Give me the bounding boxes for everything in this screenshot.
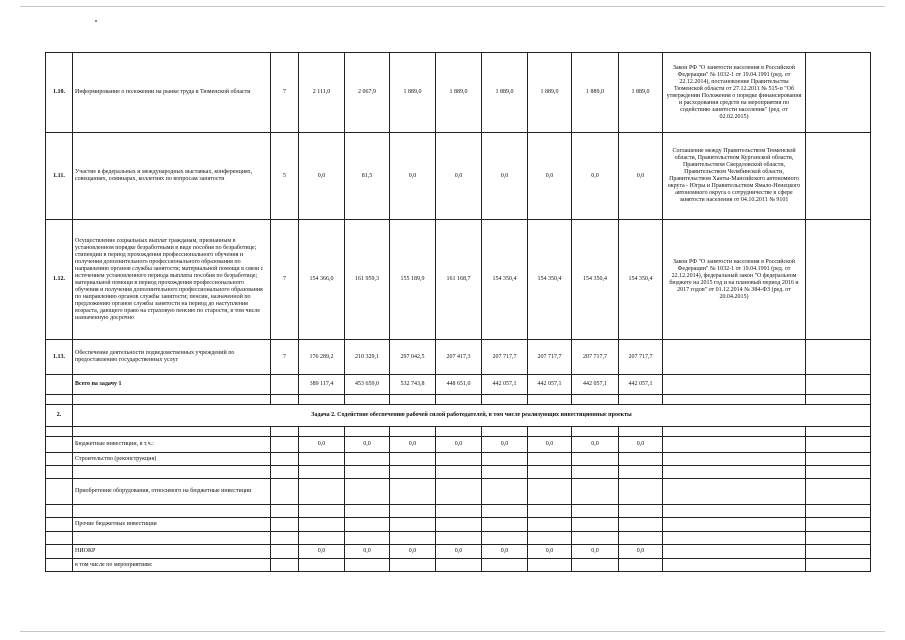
- table-row: [46, 340, 871, 375]
- value-cell: 161 168,7: [436, 220, 482, 340]
- legal-basis: Соглашение между Правительством Тюменской области, Правительством Курганской области, Правительством Свердловской области, Правительством Челябинской области, Правительством Ханты-Мансийского автономного округа - Югры и Правительством Ямало-Ненецкого автономного округа о сотрудничестве в сфере занятости населения от 04.10.2011 № 9101: [663, 133, 806, 220]
- row-number: 1.13.: [46, 340, 73, 375]
- activity-name: Осуществление социальных выплат гражданам, признанным в установленном порядке безработными в виде пособия по безработице; стипендии в период прохождения профессионального обучения и получения дополнительного профессионального образования по направлению органов службы занятости; материальной помощи в связи с истечением установленного периода выплаты пособия по безработице; материальной помощи в период прохождения профессионального обучения и получения дополнительного профессионального образования по направлению органов службы занятости; пенсии, назначенной по предложению органов службы занятости на период до наступления возраста, дающего право на страховую пенсию по старости, в том числе назначенную досрочно: [73, 220, 271, 340]
- table-row: [46, 559, 871, 572]
- value-cell: 297 042,5: [390, 340, 436, 375]
- total-value: 442 057,1: [482, 375, 528, 395]
- value-cell: 0,0: [390, 133, 436, 220]
- value-cell: 0,0: [299, 545, 345, 559]
- empty-cell: [271, 375, 299, 395]
- table-row: [46, 133, 871, 220]
- activity-name: Информирование о положении на рынке труда в Тюменской области: [73, 53, 271, 133]
- activity-name: Участие в федеральных и международных выставках, конференциях, совещаниях, семинарах, коллегиях по вопросам занятости: [73, 133, 271, 220]
- table-row: [46, 545, 871, 559]
- value-cell: 154 350,4: [572, 220, 619, 340]
- total-value: 389 117,4: [299, 375, 345, 395]
- legal-basis: Закон РФ "О занятости населения в Российской Федерации" № 1032-1 от 19.04.1991 (ред. от 22.12.2014), федеральный закон "О федеральном бюджете на 2015 год и на плановый период 2016 и 2017 годов" от 01.12.2014 № 384-ФЗ (ред. от 20.04.2015): [663, 220, 806, 340]
- value-cell: 161 959,3: [345, 220, 390, 340]
- value-cell: 81,5: [345, 133, 390, 220]
- table-row: [46, 453, 871, 466]
- code-cell: 7: [271, 220, 299, 340]
- value-cell: 0,0: [436, 545, 482, 559]
- total-label: Всего на задачу 1: [73, 375, 271, 395]
- table-row: [46, 53, 871, 133]
- value-cell: 207 717,7: [572, 340, 619, 375]
- bottom-rule: [20, 631, 885, 632]
- empty-cell: [806, 133, 871, 220]
- equipment-label: Приобретение оборудования, относимого на бюджетные инвестиции: [73, 479, 271, 505]
- value-cell: 207 717,7: [619, 340, 663, 375]
- value-cell: 0,0: [390, 437, 436, 453]
- value-cell: 0,0: [528, 437, 572, 453]
- value-cell: 1 889,0: [482, 53, 528, 133]
- including-label: в том числе по мероприятиям:: [73, 559, 271, 572]
- total-value: 448 651,0: [436, 375, 482, 395]
- construction-label: Строительство (реконструкция): [73, 453, 271, 466]
- value-cell: 2 067,9: [345, 53, 390, 133]
- table-row: [46, 220, 871, 340]
- value-cell: 0,0: [482, 545, 528, 559]
- empty-cell: [663, 340, 806, 375]
- value-cell: 207 717,7: [482, 340, 528, 375]
- code-cell: 7: [271, 340, 299, 375]
- value-cell: 0,0: [619, 133, 663, 220]
- task-number: 2.: [46, 405, 73, 427]
- value-cell: 154 366,0: [299, 220, 345, 340]
- total-value: 442 057,1: [528, 375, 572, 395]
- value-cell: 1 889,0: [390, 53, 436, 133]
- value-cell: 0,0: [482, 133, 528, 220]
- scan-mark: [95, 20, 97, 22]
- spacer-row: [46, 427, 871, 437]
- value-cell: 0,0: [619, 545, 663, 559]
- total-value: 442 057,1: [619, 375, 663, 395]
- empty-cell: [806, 375, 871, 395]
- budget-investments-label: Бюджетные инвестиции, в т.ч.:: [73, 437, 271, 453]
- value-cell: 0,0: [619, 437, 663, 453]
- value-cell: 0,0: [528, 133, 572, 220]
- value-cell: 155 189,9: [390, 220, 436, 340]
- empty-cell: [806, 53, 871, 133]
- value-cell: 1 889,0: [572, 53, 619, 133]
- table-row: [46, 479, 871, 505]
- value-cell: 0,0: [482, 437, 528, 453]
- spacer-row: [46, 532, 871, 545]
- value-cell: 0,0: [436, 133, 482, 220]
- empty-cell: [663, 375, 806, 395]
- total-value: 453 659,0: [345, 375, 390, 395]
- spacer-row: [46, 395, 871, 405]
- row-number: 1.11.: [46, 133, 73, 220]
- empty-cell: [806, 220, 871, 340]
- legal-basis: Закон РФ "О занятости населения в Российской Федерации" № 1032-1 от 19.04.1991 (ред. от 22.12.2014), постановление Правительства Тюменской области от 27.12.2011 № 515-п "Об утверждении Положения о порядке финансирования и расходования средств на мероприятия по содействию занятости населения" (ред. от 02.02.2015): [663, 53, 806, 133]
- value-cell: 0,0: [345, 545, 390, 559]
- value-cell: 0,0: [390, 545, 436, 559]
- value-cell: 0,0: [299, 133, 345, 220]
- value-cell: 207 717,7: [528, 340, 572, 375]
- code-cell: 5: [271, 133, 299, 220]
- spacer-row: [46, 505, 871, 518]
- value-cell: 0,0: [528, 545, 572, 559]
- table-row: [46, 437, 871, 453]
- value-cell: 0,0: [436, 437, 482, 453]
- value-cell: 210 329,1: [345, 340, 390, 375]
- value-cell: 0,0: [572, 437, 619, 453]
- value-cell: 154 350,4: [482, 220, 528, 340]
- value-cell: 0,0: [345, 437, 390, 453]
- empty-cell: [806, 340, 871, 375]
- value-cell: 2 111,0: [299, 53, 345, 133]
- value-cell: 0,0: [572, 545, 619, 559]
- value-cell: 1 889,0: [528, 53, 572, 133]
- value-cell: 0,0: [299, 437, 345, 453]
- row-number: 1.12.: [46, 220, 73, 340]
- task-heading-row: [46, 405, 871, 427]
- other-investments-label: Прочие бюджетные инвестиции: [73, 518, 271, 532]
- activity-name: Обеспечение деятельности подведомственных учреждений по предоставлению государственных услуг: [73, 340, 271, 375]
- row-number: 1.10.: [46, 53, 73, 133]
- value-cell: 154 350,4: [619, 220, 663, 340]
- top-rule: [20, 6, 885, 7]
- value-cell: 154 350,4: [528, 220, 572, 340]
- total-value: 532 743,8: [390, 375, 436, 395]
- task-title: Задача 2. Содействие обеспечению рабочей силой работодателей, в том числе реализующих инвестиционные проекты: [73, 405, 871, 427]
- code-cell: 7: [271, 53, 299, 133]
- value-cell: 1 889,0: [436, 53, 482, 133]
- empty-cell: [46, 375, 73, 395]
- value-cell: 0,0: [572, 133, 619, 220]
- total-row: [46, 375, 871, 395]
- total-value: 442 057,1: [572, 375, 619, 395]
- value-cell: 207 417,3: [436, 340, 482, 375]
- value-cell: 176 289,2: [299, 340, 345, 375]
- value-cell: 1 889,0: [619, 53, 663, 133]
- program-finance-table: [45, 52, 871, 572]
- niokr-label: НИОКР: [73, 545, 271, 559]
- table-row: [46, 518, 871, 532]
- spacer-row: [46, 466, 871, 479]
